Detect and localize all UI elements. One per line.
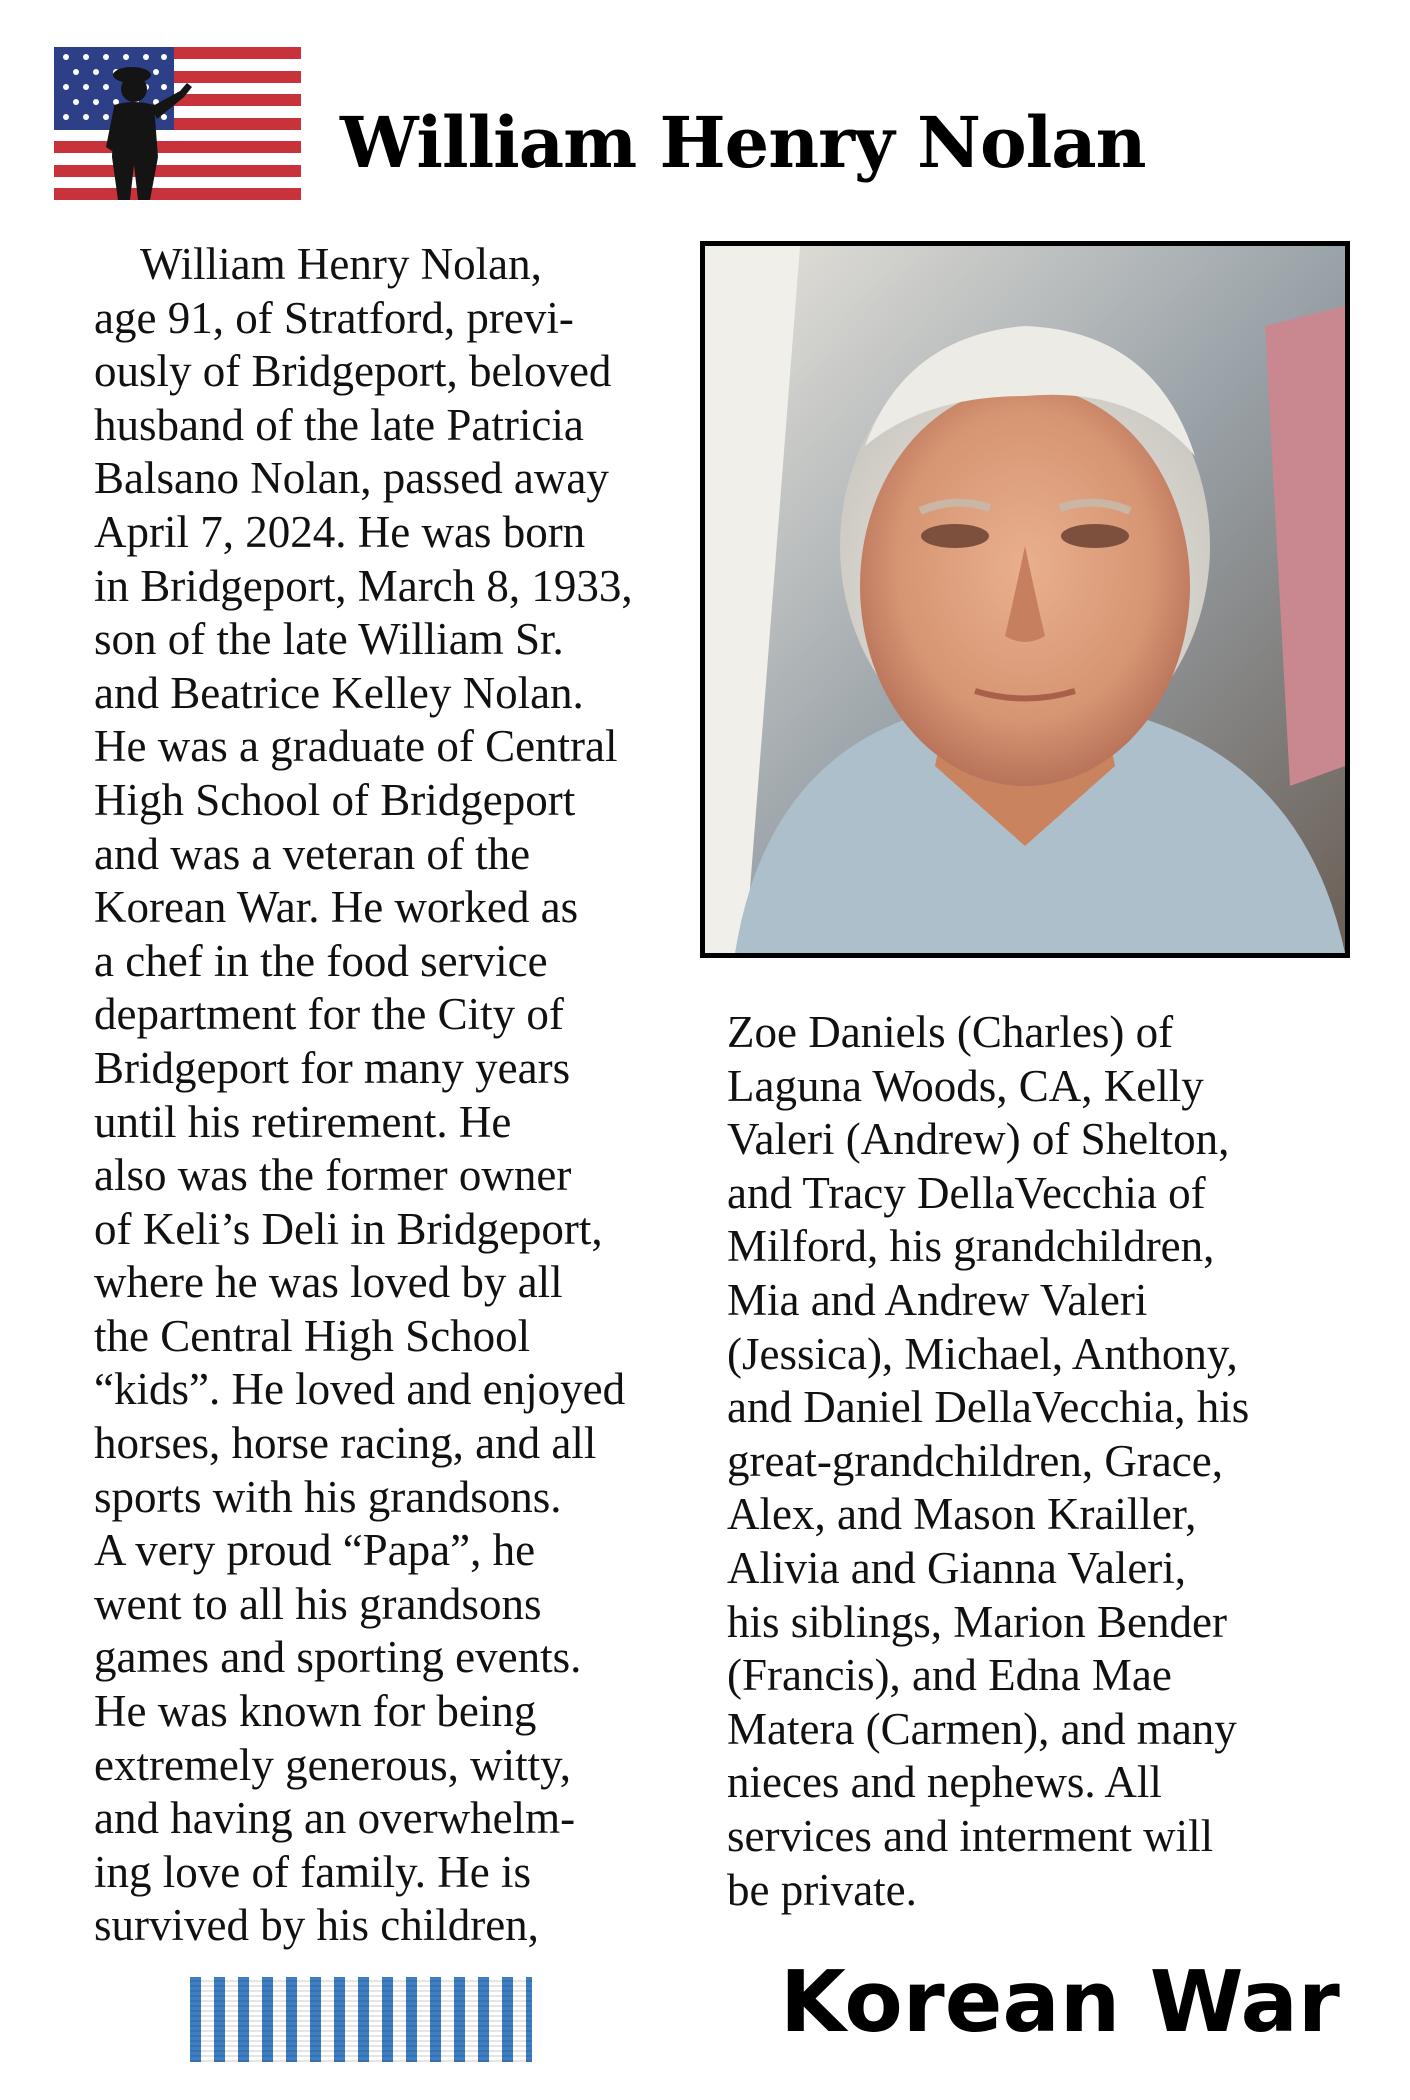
obituary-line: He was known for being	[94, 1686, 537, 1737]
obituary-line: games and sporting events.	[94, 1632, 582, 1683]
obituary-line: nieces and nephews. All	[727, 1757, 1162, 1808]
obituary-line: also was the former owner	[94, 1150, 572, 1201]
obituary-left-column	[94, 238, 633, 1953]
american-flag-salute-icon	[54, 47, 301, 200]
obituary-line: and was a veteran of the	[94, 828, 531, 879]
obituary-line: in Bridgeport, March 8, 1933,	[94, 560, 633, 611]
obituary-line: Balsano Nolan, passed away	[94, 453, 609, 504]
obituary-line: be private.	[727, 1864, 917, 1915]
obituary-line: a chef in the food service	[94, 935, 548, 986]
obituary-line: Laguna Woods, CA, Kelly	[727, 1060, 1204, 1111]
obituary-line: department for the City of	[94, 989, 564, 1040]
obituary-line: and having an overwhelm-	[94, 1793, 576, 1844]
obituary-line: his siblings, Marion Bender	[727, 1596, 1227, 1647]
obituary-line: husband of the late Patricia	[94, 399, 584, 450]
obituary-line: until his retirement. He	[94, 1096, 512, 1147]
obituary-line: (Francis), and Edna Mae	[727, 1650, 1172, 1701]
obituary-line: son of the late William Sr.	[94, 614, 564, 665]
deceased-name-title: William Henry Nolan	[340, 101, 1146, 184]
obituary-line: Zoe Daniels (Charles) of	[727, 1007, 1174, 1057]
obituary-line: extremely generous, witty,	[94, 1739, 571, 1790]
obituary-line: Alivia and Gianna Valeri,	[727, 1542, 1187, 1593]
obituary-line: age 91, of Stratford, previ-	[94, 292, 574, 343]
obituary-line: Alex, and Mason Krailler,	[727, 1489, 1197, 1540]
obituary-line: horses, horse racing, and all	[94, 1418, 597, 1469]
obituary-line: services and interment will	[727, 1810, 1214, 1861]
obituary-line: Bridgeport for many years	[94, 1042, 571, 1093]
obituary-line: April 7, 2024. He was born	[94, 506, 586, 557]
obituary-line: went to all his grandsons	[94, 1578, 542, 1629]
obituary-line: Mia and Andrew Valeri	[727, 1274, 1148, 1325]
obituary-line: great-grandchildren, Grace,	[727, 1435, 1223, 1486]
obituary-line: He was a graduate of Central	[94, 721, 618, 772]
obituary-line: William Henry Nolan,	[140, 239, 542, 289]
obituary-line: and Beatrice Kelley Nolan.	[94, 667, 584, 718]
war-label: Korean War	[780, 1953, 1340, 2052]
obituary-line: survived by his children,	[94, 1900, 539, 1951]
obituary-line: sports with his grandsons.	[94, 1471, 562, 1522]
obituary-line: Korean War. He worked as	[94, 882, 579, 933]
obituary-line: of Keli’s Deli in Bridgeport,	[94, 1203, 603, 1254]
obituary-line: and Tracy DellaVecchia of	[727, 1167, 1206, 1218]
obituary-line: ously of Bridgeport, beloved	[94, 346, 612, 397]
obituary-line: Milford, his grandchildren,	[727, 1221, 1215, 1272]
obituary-line: High School of Bridgeport	[94, 774, 576, 825]
obituary-line: ing love of family. He is	[94, 1846, 531, 1897]
obituary-line: “kids”. He loved and enjoyed	[94, 1364, 626, 1415]
obituary-line: Valeri (Andrew) of Shelton,	[727, 1114, 1230, 1165]
obituary-line: A very proud “Papa”, he	[94, 1525, 536, 1576]
obituary-right-column	[727, 1006, 1249, 1917]
obituary-line: the Central High School	[94, 1310, 531, 1361]
obituary-line: and Daniel DellaVecchia, his	[727, 1382, 1250, 1433]
obituary-line: Matera (Carmen), and many	[727, 1703, 1237, 1754]
obituary-line: (Jessica), Michael, Anthony,	[727, 1328, 1238, 1379]
korean-service-ribbon-icon	[190, 1977, 532, 2062]
portrait-photo	[700, 241, 1350, 958]
obituary-line: where he was loved by all	[94, 1257, 563, 1308]
